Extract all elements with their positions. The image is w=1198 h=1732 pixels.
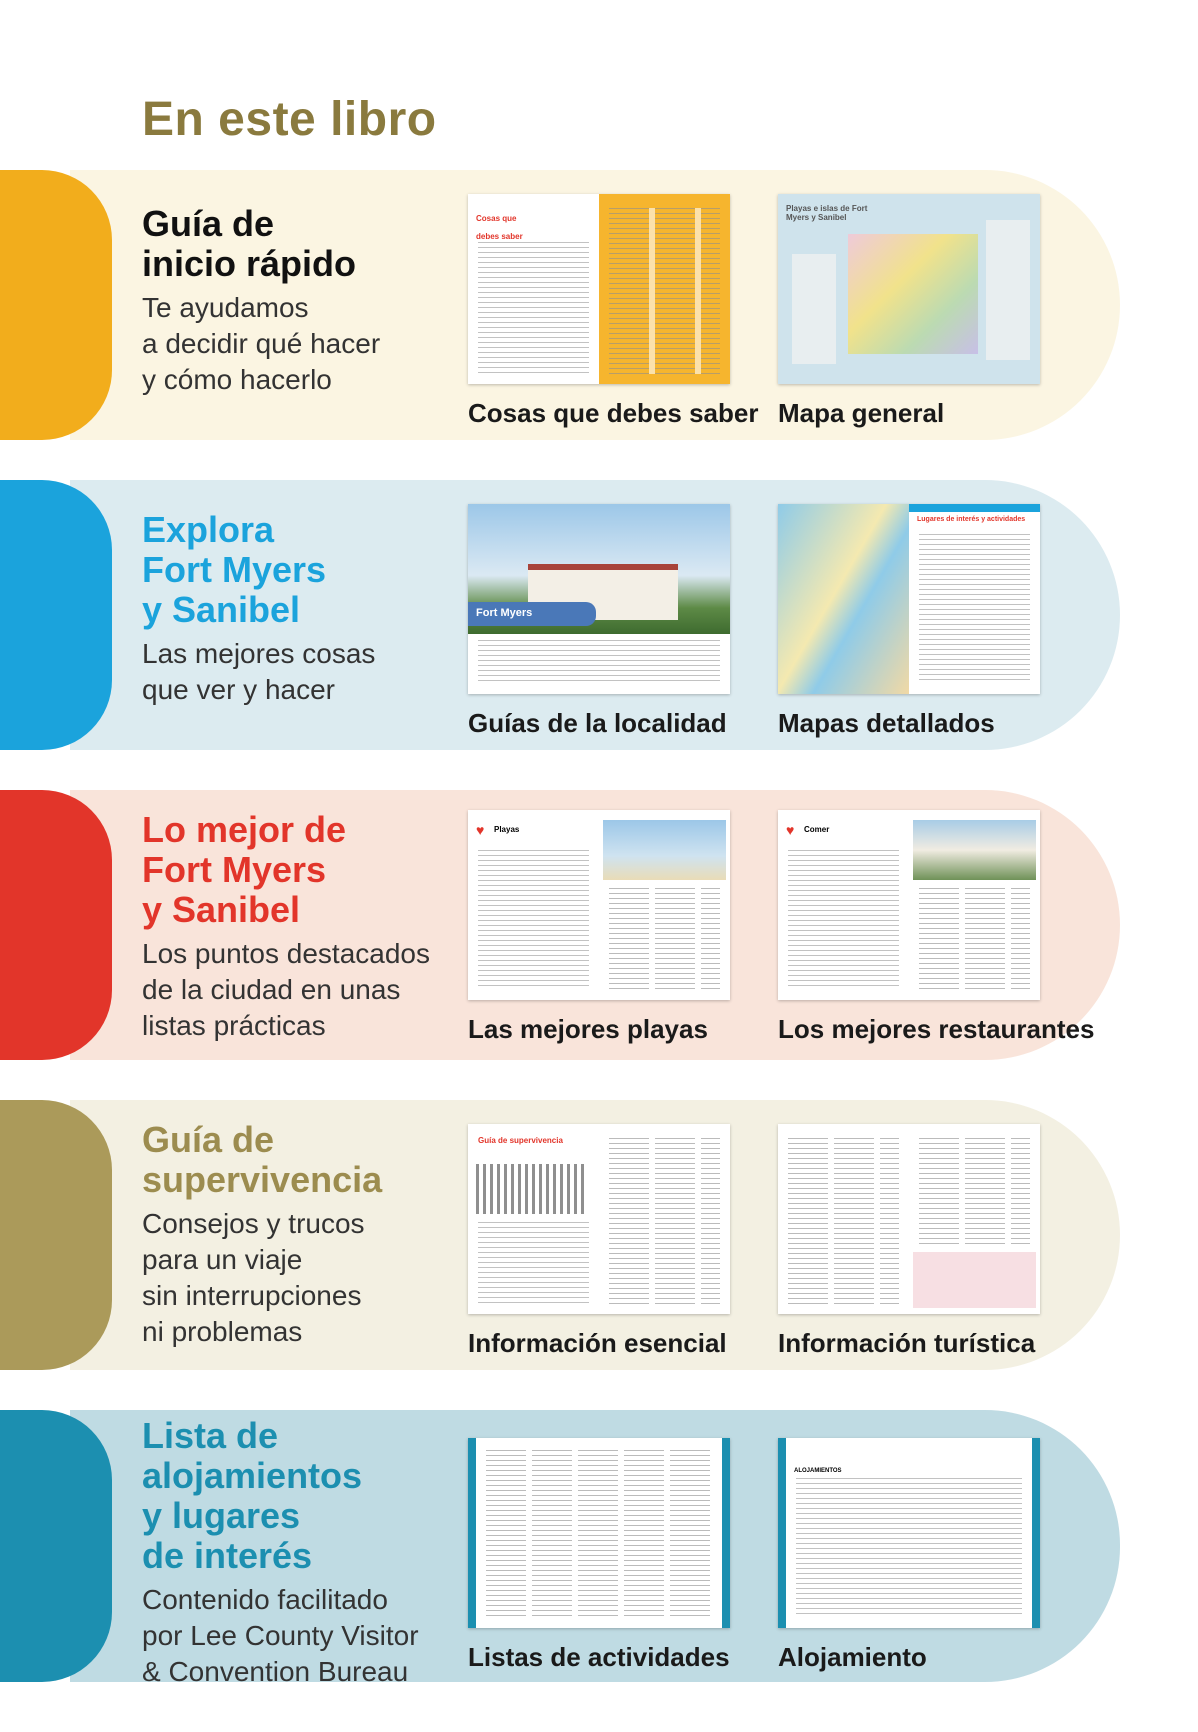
- thumb-heading: Lugares de interés y actividades: [917, 516, 1026, 523]
- thumb-heading: Cosas que debes saber: [476, 214, 523, 241]
- page-thumbnail: [778, 1438, 1040, 1628]
- heart-icon: ♥: [476, 822, 485, 838]
- section-color-tab: [0, 790, 112, 1060]
- card-caption: Las mejores playas: [468, 1014, 708, 1044]
- page-thumbnail: [468, 1124, 730, 1314]
- section-description: Contenido facilitado por Lee County Visitor & Convention Bureau: [142, 1584, 419, 1687]
- page-thumbnail: [468, 810, 730, 1000]
- card-caption: Alojamiento: [778, 1642, 927, 1672]
- card-guias-de-la-localidad[interactable]: [468, 504, 730, 739]
- heart-icon: ♥: [786, 822, 795, 838]
- map-thumbnail: [778, 194, 1040, 384]
- card-cosas-que-debes-saber[interactable]: [468, 194, 759, 429]
- thumb-heading: Comer: [804, 825, 830, 834]
- card-caption: Mapa general: [778, 398, 945, 428]
- section-quick-start: [0, 170, 1198, 440]
- card-listas-de-actividades[interactable]: [468, 1438, 730, 1673]
- card-informacion-turistica[interactable]: [778, 1124, 1040, 1359]
- card-los-mejores-restaurantes[interactable]: [778, 810, 1095, 1045]
- card-caption: Información turística: [778, 1328, 1036, 1358]
- page-thumbnail: [778, 1124, 1040, 1314]
- section-survival-guide: [0, 1100, 1198, 1370]
- section-explore: [0, 480, 1198, 750]
- photo-thumbnail: [468, 504, 730, 694]
- card-caption: Listas de actividades: [468, 1642, 730, 1672]
- card-alojamiento[interactable]: [778, 1438, 1040, 1673]
- section-title: Explora Fort Myers y Sanibel: [142, 509, 327, 630]
- section-best-of: [0, 790, 1198, 1060]
- section-title: Lista de alojamientos y lugares de interés: [142, 1415, 363, 1576]
- page-thumbnail: [468, 1438, 730, 1628]
- section-color-tab: [0, 170, 112, 440]
- section-listings: [0, 1410, 1198, 1687]
- map-thumbnail: [778, 504, 1040, 694]
- card-caption: Información esencial: [468, 1328, 727, 1358]
- section-title: Guía de supervivencia: [142, 1119, 383, 1200]
- card-caption: Los mejores restaurantes: [778, 1014, 1095, 1044]
- thumb-heading: Playas: [494, 825, 520, 834]
- card-mapa-general[interactable]: [778, 194, 1040, 429]
- section-description: Consejos y trucos para un viaje sin interrupciones ni problemas: [142, 1208, 365, 1347]
- section-description: Te ayudamos a decidir qué hacer y cómo hacerlo: [142, 292, 381, 395]
- thumb-heading: Guía de supervivencia: [478, 1136, 563, 1145]
- section-title: Guía de inicio rápido: [142, 203, 357, 284]
- card-mapas-detallados[interactable]: [778, 504, 1040, 739]
- card-las-mejores-playas[interactable]: [468, 810, 730, 1045]
- section-color-tab: [0, 480, 112, 750]
- thumb-heading: Fort Myers: [476, 607, 533, 619]
- section-color-tab: [0, 1100, 112, 1370]
- card-informacion-esencial[interactable]: [468, 1124, 730, 1359]
- section-title: Lo mejor de Fort Myers y Sanibel: [142, 809, 347, 930]
- card-caption: Mapas detallados: [778, 708, 995, 738]
- page-thumbnail: [778, 810, 1040, 1000]
- page-thumbnail: [468, 194, 730, 384]
- thumb-heading: ALOJAMIENTOS: [794, 1468, 842, 1474]
- card-caption: Guías de la localidad: [468, 708, 727, 738]
- page-title: En este libro: [142, 93, 437, 146]
- thumb-heading: Playas e islas de Fort Myers y Sanibel: [786, 204, 868, 222]
- section-description: Los puntos destacados de la ciudad en unas listas prácticas: [142, 938, 430, 1041]
- section-color-tab: [0, 1410, 112, 1682]
- card-caption: Cosas que debes saber: [468, 398, 759, 428]
- section-description: Las mejores cosas que ver y hacer: [142, 638, 376, 705]
